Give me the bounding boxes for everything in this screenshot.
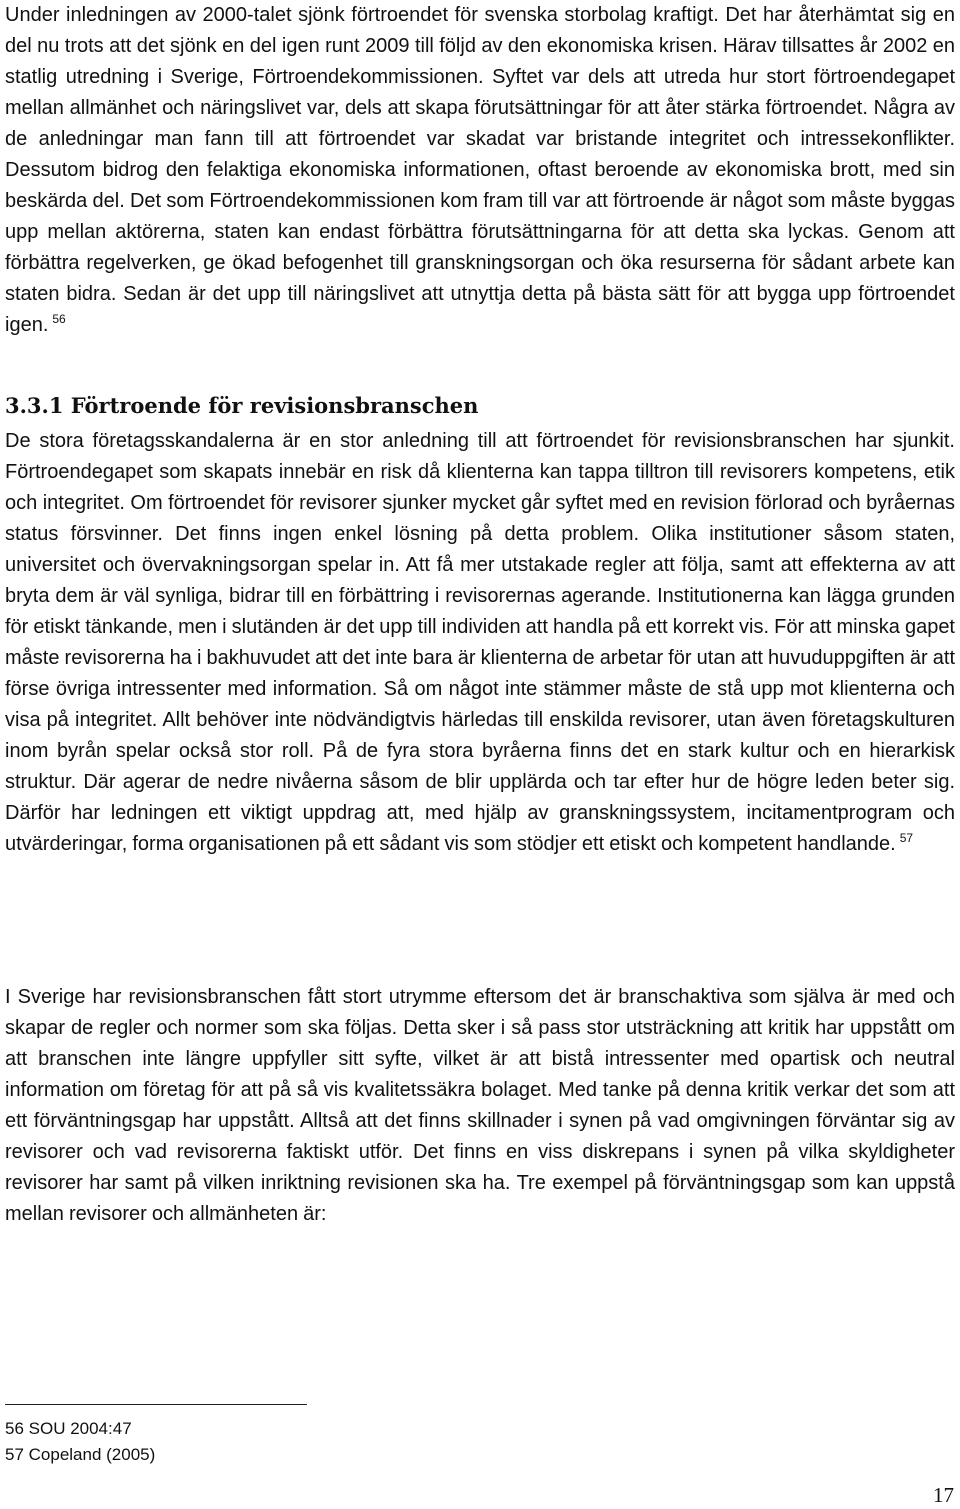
section-paragraph-1-text: De stora företagsskandalerna är en stor anledning till att förtroendet för revisionsbranschen har sjunkit. Förtroendegapet som skapats innebär en risk då klienterna kan tappa tilltron till revisorers kompetens, etik och integritet. Om förtroendet för revisorer sjunker mycket går syftet med en revision förlorad och byråernas status försvinner. Det finns ingen enkel lösning på detta problem. Olika institutioner såsom staten, universitet och övervakningsorgan spelar in. Att få mer utstakade regler att följa, samt att effekterna av att bryta dem är väl synliga, bidrar till en förbättring i revisorernas agerande. Institutionerna kan lägga grunden för etiskt tänkande, men i slutänden är det upp till individen att handla på ett korrekt vis. För att minska gapet måste revisorerna ha i bakhuvudet att det inte bara är klienterna de arbetar för utan att huvuduppgiften är att förse övriga intressenter med information. Så om något inte stämmer måste de stå upp mot klienterna och visa på integritet. Allt behöver inte nödvändigtvis härledas till enskilda revisorer, utan även företagskulturen inom byrån spelar också stor roll. På de fyra stora byråerna finns det en stark kultur och en hierarkisk struktur. Där agerar de nedre nivåerna såsom de blir upplärda och tar efter hur de högre leden beter sig. Därför har ledningen ett viktigt uppdrag att, med hjälp av granskningssystem, incitamentprogram och utvärderingar, forma organisationen på ett sådant vis som stödjer ett etiskt och kompetent handlande. bbox=[5, 430, 955, 855]
section-paragraph-2: I Sverige har revisionsbranschen fått stort utrymme eftersom det är branschaktiva som själva är med och skapar de regler och normer som ska följas. Detta sker i så pass stor utsträckning att kritik har uppstått om att branschen inte längre uppfyller sitt syfte, vilket är att bistå intressenter med opartisk och neutral information om företag för att på så vis kvalitetssäkra bolaget. Med tanke på denna kritik verkar det som att ett förväntningsgap har uppstått. Alltså att det finns skillnader i synen på vad omgivningen förväntar sig av revisorer och vad revisorerna faktiskt utför. Det finns en viss diskrepans i synen på vilka skyldigheter revisorer har samt på vilken inriktning revisionen ska ha. Tre exempel på förväntningsgap som kan uppstå mellan revisorer och allmänheten är: bbox=[5, 986, 955, 1225]
page-number: 17 bbox=[933, 1483, 954, 1507]
footnote-56: 56 SOU 2004:47 bbox=[5, 1419, 132, 1438]
intro-paragraph-text: Under inledningen av 2000-talet sjönk förtroendet för svenska storbolag kraftigt. Det har återhämtat sig en del nu trots att det sjönk en del igen runt 2009 till följd av den ekonomiska krisen. Härav tillsattes år 2002 en statlig utredning i Sverige, Förtroendekommissionen. Syftet var dels att utreda hur stort förtroendegapet mellan allmänhet och näringslivet var, dels att skapa förutsättningar för att åter stärka förtroendet. Några av de anledningar man fann till att förtroendet var skadat var bristande integritet och intressekonflikter. Dessutom bidrog den felaktiga ekonomiska informationen, oftast beroende av ekonomiska brott, med sin beskärda del. Det som Förtroendekommissionen kom fram till var att förtroende är något som måste byggas upp mellan aktörerna, staten kan endast förbättra förutsättningarna för att detta ska lyckas. Genom att förbättra regelverken, ge ökad befogenhet till granskningsorgan och öka resurserna för sådant arbete kan staten bidra. Sedan är det upp till näringslivet att utnyttja detta på bästa sätt för att bygga upp förtroendet igen. bbox=[5, 4, 955, 336]
footnote-57: 57 Copeland (2005) bbox=[5, 1445, 156, 1464]
section-heading: 3.3.1 Förtroende för revisionsbranschen bbox=[5, 393, 479, 418]
footnote-separator bbox=[5, 1404, 307, 1405]
footnote-reference-57: 57 bbox=[899, 831, 914, 846]
intro-paragraph bbox=[5, 0, 955, 341]
footnote-reference-56: 56 bbox=[52, 312, 66, 327]
section-paragraph-1 bbox=[5, 426, 955, 860]
